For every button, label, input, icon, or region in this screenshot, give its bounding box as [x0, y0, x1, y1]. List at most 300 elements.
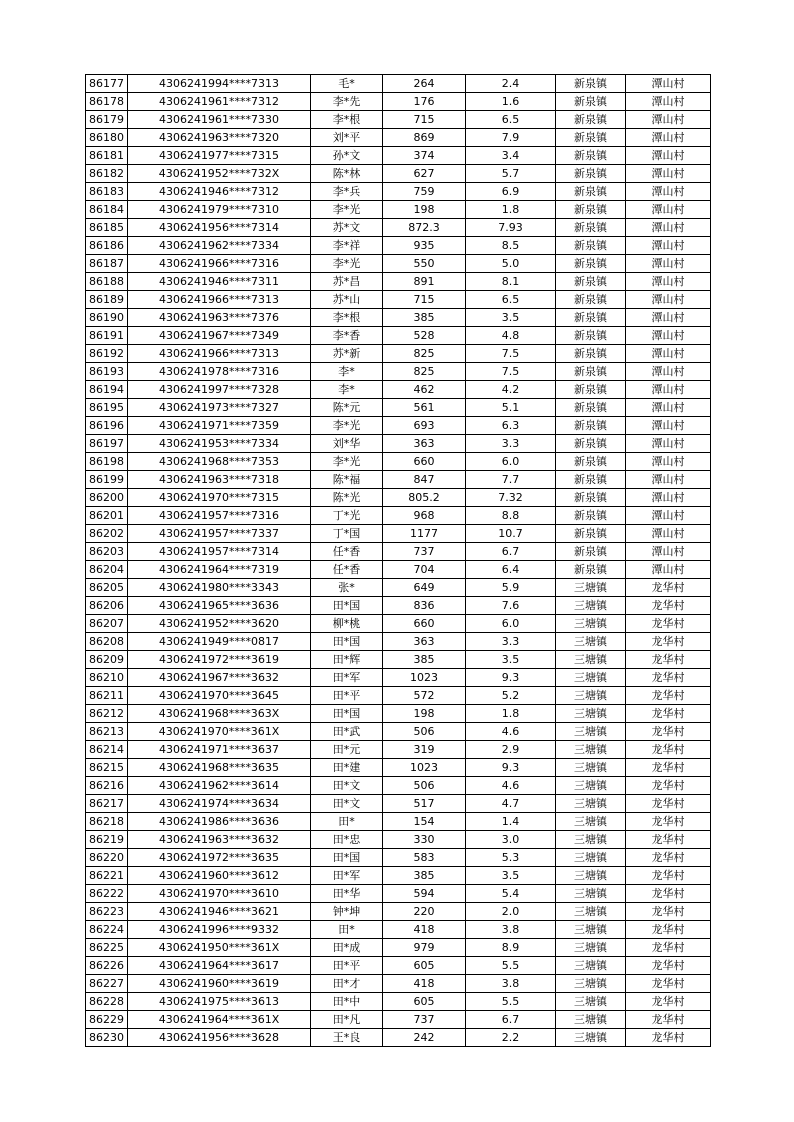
cell-amount: 363	[383, 633, 466, 651]
cell-town: 三塘镇	[556, 885, 626, 903]
cell-name: 田*国	[311, 849, 383, 867]
cell-serial: 86206	[86, 597, 128, 615]
cell-id-number: 4306241953****7334	[128, 435, 311, 453]
cell-area: 8.5	[466, 237, 556, 255]
cell-village: 龙华村	[626, 885, 711, 903]
cell-amount: 363	[383, 435, 466, 453]
cell-town: 三塘镇	[556, 579, 626, 597]
table-row	[86, 741, 711, 759]
table-row	[86, 615, 711, 633]
cell-id-number: 4306241970****361X	[128, 723, 311, 741]
cell-amount: 1023	[383, 669, 466, 687]
table-row	[86, 957, 711, 975]
table-row	[86, 183, 711, 201]
table-row	[86, 993, 711, 1011]
cell-id-number: 4306241950****361X	[128, 939, 311, 957]
cell-village: 潭山村	[626, 291, 711, 309]
cell-name: 田*国	[311, 597, 383, 615]
cell-area: 4.6	[466, 777, 556, 795]
cell-amount: 715	[383, 111, 466, 129]
cell-serial: 86208	[86, 633, 128, 651]
cell-amount: 154	[383, 813, 466, 831]
table-row	[86, 705, 711, 723]
cell-village: 龙华村	[626, 1011, 711, 1029]
cell-id-number: 4306241952****732X	[128, 165, 311, 183]
cell-amount: 979	[383, 939, 466, 957]
cell-name: 毛*	[311, 75, 383, 93]
cell-village: 龙华村	[626, 705, 711, 723]
cell-id-number: 4306241968****7353	[128, 453, 311, 471]
cell-name: 钟*坤	[311, 903, 383, 921]
cell-town: 三塘镇	[556, 831, 626, 849]
cell-id-number: 4306241979****7310	[128, 201, 311, 219]
cell-town: 三塘镇	[556, 705, 626, 723]
cell-area: 7.5	[466, 345, 556, 363]
cell-area: 8.1	[466, 273, 556, 291]
cell-town: 新泉镇	[556, 291, 626, 309]
cell-town: 新泉镇	[556, 183, 626, 201]
cell-area: 3.4	[466, 147, 556, 165]
cell-serial: 86224	[86, 921, 128, 939]
cell-town: 新泉镇	[556, 273, 626, 291]
table-row	[86, 435, 711, 453]
cell-village: 龙华村	[626, 831, 711, 849]
table-row	[86, 399, 711, 417]
cell-serial: 86201	[86, 507, 128, 525]
cell-area: 7.9	[466, 129, 556, 147]
cell-amount: 176	[383, 93, 466, 111]
cell-village: 龙华村	[626, 813, 711, 831]
cell-name: 李*光	[311, 417, 383, 435]
cell-serial: 86210	[86, 669, 128, 687]
cell-serial: 86214	[86, 741, 128, 759]
cell-amount: 704	[383, 561, 466, 579]
cell-village: 龙华村	[626, 579, 711, 597]
cell-amount: 891	[383, 273, 466, 291]
table-row	[86, 831, 711, 849]
cell-id-number: 4306241964****3617	[128, 957, 311, 975]
table-row	[86, 381, 711, 399]
cell-village: 潭山村	[626, 111, 711, 129]
cell-amount: 627	[383, 165, 466, 183]
cell-area: 1.8	[466, 201, 556, 219]
cell-area: 6.5	[466, 111, 556, 129]
cell-town: 新泉镇	[556, 471, 626, 489]
cell-town: 三塘镇	[556, 723, 626, 741]
cell-name: 苏*文	[311, 219, 383, 237]
cell-amount: 869	[383, 129, 466, 147]
table-row	[86, 633, 711, 651]
cell-amount: 506	[383, 723, 466, 741]
cell-name: 张*	[311, 579, 383, 597]
cell-village: 潭山村	[626, 381, 711, 399]
cell-serial: 86182	[86, 165, 128, 183]
cell-amount: 374	[383, 147, 466, 165]
cell-area: 3.5	[466, 309, 556, 327]
cell-name: 田*中	[311, 993, 383, 1011]
cell-name: 田*军	[311, 669, 383, 687]
cell-amount: 550	[383, 255, 466, 273]
cell-name: 李*光	[311, 255, 383, 273]
cell-village: 龙华村	[626, 903, 711, 921]
cell-area: 2.2	[466, 1029, 556, 1047]
cell-id-number: 4306241997****7328	[128, 381, 311, 399]
cell-amount: 418	[383, 921, 466, 939]
cell-name: 李*	[311, 381, 383, 399]
cell-village: 龙华村	[626, 975, 711, 993]
table-row	[86, 345, 711, 363]
cell-name: 刘*平	[311, 129, 383, 147]
cell-serial: 86190	[86, 309, 128, 327]
cell-amount: 660	[383, 453, 466, 471]
cell-village: 潭山村	[626, 345, 711, 363]
cell-town: 新泉镇	[556, 489, 626, 507]
cell-area: 3.5	[466, 651, 556, 669]
cell-area: 6.0	[466, 615, 556, 633]
table-row	[86, 75, 711, 93]
cell-name: 田*国	[311, 705, 383, 723]
cell-name: 李*光	[311, 201, 383, 219]
cell-town: 三塘镇	[556, 1011, 626, 1029]
cell-village: 潭山村	[626, 435, 711, 453]
cell-amount: 462	[383, 381, 466, 399]
table-row	[86, 363, 711, 381]
cell-id-number: 4306241994****7313	[128, 75, 311, 93]
cell-village: 龙华村	[626, 723, 711, 741]
cell-area: 1.6	[466, 93, 556, 111]
cell-town: 新泉镇	[556, 417, 626, 435]
cell-serial: 86178	[86, 93, 128, 111]
cell-area: 5.0	[466, 255, 556, 273]
cell-amount: 264	[383, 75, 466, 93]
cell-village: 龙华村	[626, 795, 711, 813]
cell-town: 三塘镇	[556, 975, 626, 993]
cell-area: 1.8	[466, 705, 556, 723]
cell-id-number: 4306241977****7315	[128, 147, 311, 165]
cell-serial: 86177	[86, 75, 128, 93]
cell-amount: 583	[383, 849, 466, 867]
cell-area: 6.3	[466, 417, 556, 435]
cell-area: 5.2	[466, 687, 556, 705]
cell-village: 龙华村	[626, 669, 711, 687]
table-row	[86, 273, 711, 291]
cell-town: 三塘镇	[556, 957, 626, 975]
cell-area: 7.32	[466, 489, 556, 507]
cell-amount: 198	[383, 705, 466, 723]
cell-serial: 86184	[86, 201, 128, 219]
cell-town: 新泉镇	[556, 525, 626, 543]
table-row	[86, 903, 711, 921]
cell-amount: 605	[383, 993, 466, 1011]
cell-village: 潭山村	[626, 471, 711, 489]
cell-village: 潭山村	[626, 273, 711, 291]
cell-town: 三塘镇	[556, 633, 626, 651]
cell-amount: 935	[383, 237, 466, 255]
cell-village: 潭山村	[626, 417, 711, 435]
cell-name: 田*国	[311, 633, 383, 651]
cell-village: 龙华村	[626, 651, 711, 669]
cell-id-number: 4306241972****3619	[128, 651, 311, 669]
cell-area: 5.5	[466, 957, 556, 975]
cell-area: 7.5	[466, 363, 556, 381]
cell-id-number: 4306241966****7313	[128, 291, 311, 309]
cell-name: 苏*昌	[311, 273, 383, 291]
cell-area: 4.2	[466, 381, 556, 399]
cell-serial: 86218	[86, 813, 128, 831]
cell-area: 2.0	[466, 903, 556, 921]
cell-town: 三塘镇	[556, 849, 626, 867]
cell-area: 9.3	[466, 669, 556, 687]
cell-name: 李*根	[311, 309, 383, 327]
cell-serial: 86188	[86, 273, 128, 291]
cell-village: 潭山村	[626, 237, 711, 255]
cell-amount: 737	[383, 1011, 466, 1029]
cell-serial: 86209	[86, 651, 128, 669]
table-row	[86, 147, 711, 165]
cell-id-number: 4306241996****9332	[128, 921, 311, 939]
cell-serial: 86191	[86, 327, 128, 345]
cell-name: 苏*山	[311, 291, 383, 309]
cell-serial: 86203	[86, 543, 128, 561]
cell-village: 潭山村	[626, 201, 711, 219]
cell-area: 3.3	[466, 435, 556, 453]
cell-id-number: 4306241975****3613	[128, 993, 311, 1011]
cell-town: 新泉镇	[556, 75, 626, 93]
table-row	[86, 651, 711, 669]
table-row	[86, 759, 711, 777]
cell-id-number: 4306241971****7359	[128, 417, 311, 435]
table-row	[86, 669, 711, 687]
cell-village: 龙华村	[626, 921, 711, 939]
cell-amount: 1177	[383, 525, 466, 543]
table-row	[86, 579, 711, 597]
table-row	[86, 867, 711, 885]
cell-id-number: 4306241970****7315	[128, 489, 311, 507]
cell-area: 9.3	[466, 759, 556, 777]
cell-amount: 759	[383, 183, 466, 201]
cell-area: 3.5	[466, 867, 556, 885]
cell-town: 三塘镇	[556, 615, 626, 633]
cell-name: 田*辉	[311, 651, 383, 669]
cell-id-number: 4306241960****3619	[128, 975, 311, 993]
cell-area: 3.8	[466, 921, 556, 939]
cell-village: 龙华村	[626, 615, 711, 633]
cell-area: 6.7	[466, 543, 556, 561]
cell-name: 苏*新	[311, 345, 383, 363]
cell-id-number: 4306241968****3635	[128, 759, 311, 777]
cell-area: 7.7	[466, 471, 556, 489]
cell-name: 田*武	[311, 723, 383, 741]
cell-name: 孙*文	[311, 147, 383, 165]
cell-amount: 418	[383, 975, 466, 993]
table-row	[86, 543, 711, 561]
cell-id-number: 4306241961****7312	[128, 93, 311, 111]
cell-name: 陈*元	[311, 399, 383, 417]
cell-name: 李*	[311, 363, 383, 381]
table-row	[86, 723, 711, 741]
cell-name: 李*根	[311, 111, 383, 129]
cell-id-number: 4306241967****7349	[128, 327, 311, 345]
cell-id-number: 4306241949****0817	[128, 633, 311, 651]
cell-village: 潭山村	[626, 489, 711, 507]
cell-id-number: 4306241963****7376	[128, 309, 311, 327]
cell-area: 5.9	[466, 579, 556, 597]
cell-id-number: 4306241952****3620	[128, 615, 311, 633]
cell-serial: 86193	[86, 363, 128, 381]
cell-serial: 86196	[86, 417, 128, 435]
cell-village: 潭山村	[626, 561, 711, 579]
cell-name: 田*才	[311, 975, 383, 993]
cell-town: 三塘镇	[556, 903, 626, 921]
cell-town: 新泉镇	[556, 453, 626, 471]
table-row	[86, 921, 711, 939]
cell-town: 新泉镇	[556, 435, 626, 453]
cell-village: 龙华村	[626, 867, 711, 885]
cell-id-number: 4306241966****7316	[128, 255, 311, 273]
cell-name: 任*香	[311, 561, 383, 579]
cell-area: 8.9	[466, 939, 556, 957]
cell-area: 4.7	[466, 795, 556, 813]
cell-area: 5.7	[466, 165, 556, 183]
cell-amount: 528	[383, 327, 466, 345]
cell-id-number: 4306241978****7316	[128, 363, 311, 381]
cell-serial: 86211	[86, 687, 128, 705]
cell-town: 三塘镇	[556, 759, 626, 777]
cell-town: 三塘镇	[556, 813, 626, 831]
cell-name: 李*兵	[311, 183, 383, 201]
cell-area: 5.3	[466, 849, 556, 867]
cell-village: 潭山村	[626, 183, 711, 201]
cell-area: 7.6	[466, 597, 556, 615]
cell-name: 田*凡	[311, 1011, 383, 1029]
cell-village: 潭山村	[626, 543, 711, 561]
cell-amount: 330	[383, 831, 466, 849]
cell-id-number: 4306241986****3636	[128, 813, 311, 831]
cell-village: 潭山村	[626, 327, 711, 345]
cell-village: 潭山村	[626, 399, 711, 417]
cell-id-number: 4306241972****3635	[128, 849, 311, 867]
cell-town: 三塘镇	[556, 597, 626, 615]
table-row	[86, 777, 711, 795]
table-row	[86, 1011, 711, 1029]
cell-id-number: 4306241957****7337	[128, 525, 311, 543]
cell-town: 新泉镇	[556, 363, 626, 381]
cell-serial: 86181	[86, 147, 128, 165]
cell-town: 三塘镇	[556, 921, 626, 939]
cell-serial: 86192	[86, 345, 128, 363]
cell-amount: 220	[383, 903, 466, 921]
cell-id-number: 4306241971****3637	[128, 741, 311, 759]
cell-town: 新泉镇	[556, 561, 626, 579]
cell-amount: 605	[383, 957, 466, 975]
cell-town: 新泉镇	[556, 309, 626, 327]
cell-serial: 86187	[86, 255, 128, 273]
cell-name: 陈*福	[311, 471, 383, 489]
cell-town: 三塘镇	[556, 795, 626, 813]
cell-name: 刘*华	[311, 435, 383, 453]
cell-name: 田*	[311, 813, 383, 831]
cell-id-number: 4306241946****7311	[128, 273, 311, 291]
cell-amount: 660	[383, 615, 466, 633]
cell-town: 新泉镇	[556, 219, 626, 237]
cell-name: 李*祥	[311, 237, 383, 255]
cell-amount: 836	[383, 597, 466, 615]
cell-village: 龙华村	[626, 957, 711, 975]
cell-id-number: 4306241966****7313	[128, 345, 311, 363]
cell-town: 新泉镇	[556, 543, 626, 561]
cell-amount: 1023	[383, 759, 466, 777]
table-row	[86, 597, 711, 615]
cell-village: 龙华村	[626, 741, 711, 759]
table-row	[86, 975, 711, 993]
cell-id-number: 4306241970****3610	[128, 885, 311, 903]
cell-town: 三塘镇	[556, 867, 626, 885]
cell-town: 三塘镇	[556, 993, 626, 1011]
cell-serial: 86212	[86, 705, 128, 723]
table-row	[86, 687, 711, 705]
cell-town: 三塘镇	[556, 687, 626, 705]
cell-village: 龙华村	[626, 597, 711, 615]
cell-village: 潭山村	[626, 363, 711, 381]
cell-id-number: 4306241946****3621	[128, 903, 311, 921]
records-table	[85, 74, 711, 1047]
cell-id-number: 4306241967****3632	[128, 669, 311, 687]
cell-id-number: 4306241961****7330	[128, 111, 311, 129]
cell-serial: 86226	[86, 957, 128, 975]
cell-serial: 86197	[86, 435, 128, 453]
cell-id-number: 4306241957****7316	[128, 507, 311, 525]
cell-area: 8.8	[466, 507, 556, 525]
cell-id-number: 4306241956****7314	[128, 219, 311, 237]
cell-serial: 86200	[86, 489, 128, 507]
cell-serial: 86183	[86, 183, 128, 201]
cell-serial: 86216	[86, 777, 128, 795]
cell-area: 3.3	[466, 633, 556, 651]
cell-serial: 86185	[86, 219, 128, 237]
cell-town: 新泉镇	[556, 327, 626, 345]
cell-village: 龙华村	[626, 633, 711, 651]
cell-area: 4.6	[466, 723, 556, 741]
table-row	[86, 453, 711, 471]
cell-serial: 86225	[86, 939, 128, 957]
cell-town: 三塘镇	[556, 669, 626, 687]
cell-amount: 594	[383, 885, 466, 903]
cell-serial: 86230	[86, 1029, 128, 1047]
cell-area: 6.9	[466, 183, 556, 201]
cell-amount: 737	[383, 543, 466, 561]
cell-amount: 572	[383, 687, 466, 705]
cell-amount: 517	[383, 795, 466, 813]
table-row	[86, 291, 711, 309]
table-row	[86, 165, 711, 183]
cell-area: 3.8	[466, 975, 556, 993]
cell-id-number: 4306241960****3612	[128, 867, 311, 885]
cell-town: 新泉镇	[556, 111, 626, 129]
cell-amount: 506	[383, 777, 466, 795]
cell-serial: 86221	[86, 867, 128, 885]
cell-village: 潭山村	[626, 147, 711, 165]
cell-id-number: 4306241957****7314	[128, 543, 311, 561]
cell-serial: 86213	[86, 723, 128, 741]
cell-id-number: 4306241973****7327	[128, 399, 311, 417]
table-row	[86, 237, 711, 255]
cell-id-number: 4306241980****3343	[128, 579, 311, 597]
cell-serial: 86202	[86, 525, 128, 543]
cell-amount: 847	[383, 471, 466, 489]
cell-amount: 872.3	[383, 219, 466, 237]
cell-village: 潭山村	[626, 453, 711, 471]
cell-town: 新泉镇	[556, 147, 626, 165]
